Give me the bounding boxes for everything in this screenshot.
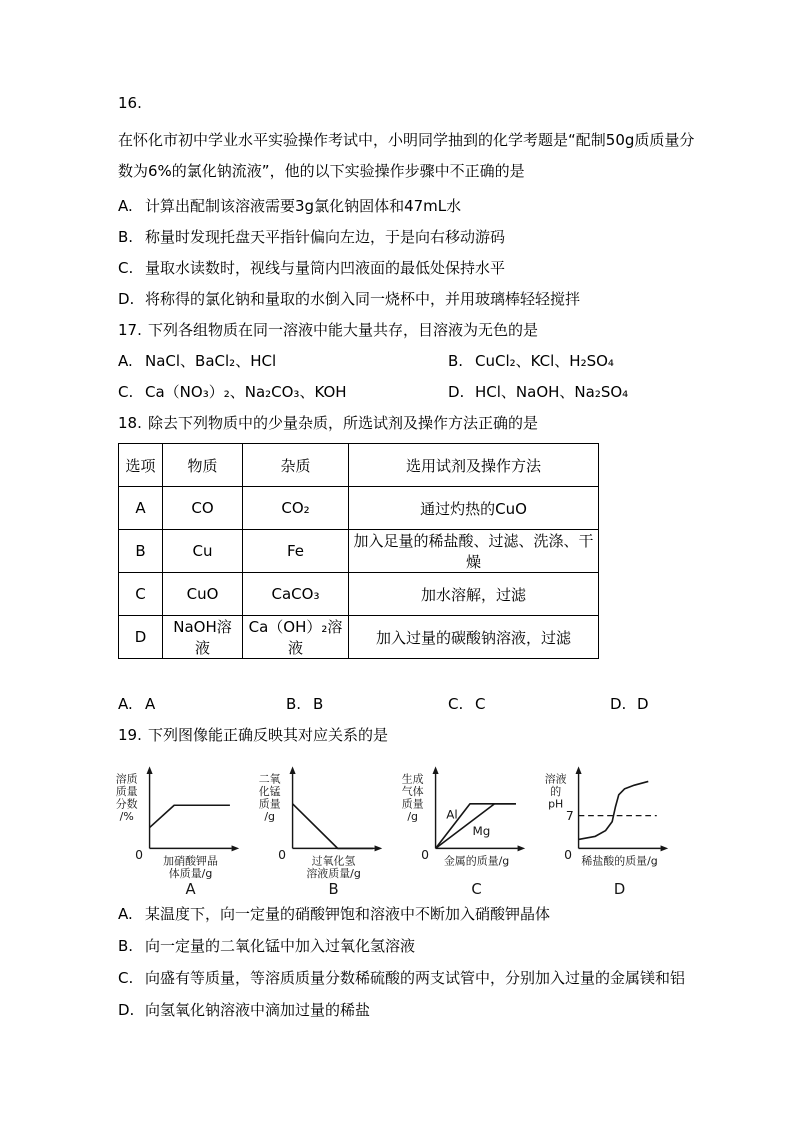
option-label: A. <box>118 905 133 923</box>
x-axis-arrow-icon <box>661 845 669 851</box>
q19-stem-text: 下列图像能正确反映其对应关系的是 <box>148 726 389 744</box>
q18-table <box>118 443 599 659</box>
option-text: D <box>637 695 649 713</box>
cell-substance: NaOH溶液 <box>163 616 243 659</box>
y-axis-label: /g <box>407 809 419 823</box>
x-axis-label: 体质量/g <box>168 866 213 880</box>
q17-options-row1 <box>118 346 714 377</box>
q16-option-b <box>118 222 714 253</box>
graph-D <box>529 753 672 898</box>
q19-option-b <box>118 930 714 962</box>
cell-method: 通过灼热的CuO <box>349 487 599 530</box>
option-label: B. <box>448 352 464 370</box>
origin-label: 0 <box>421 846 430 862</box>
cell-impurity: Fe <box>243 530 349 573</box>
table-row <box>119 573 599 616</box>
q18-answers <box>118 689 714 720</box>
origin-label: 0 <box>135 846 144 862</box>
series-curve <box>579 781 649 839</box>
q19-options <box>118 898 714 1026</box>
q17-option-d <box>448 377 628 408</box>
option-text: CuCl₂、KCl、H₂SO₄ <box>475 352 614 370</box>
header-cell: 杂质 <box>243 444 349 487</box>
header-cell: 选用试剂及操作方法 <box>349 444 599 487</box>
x-axis-label: 稀盐酸的质量/g <box>581 854 658 868</box>
q16-stem: 在怀化市初中学业水平实验操作考试中，小明同学抽到的化学考题是“配制50g质质量分数为6%的氯化钠流液”，他的以下实验操作步骤中不正确的是 <box>118 131 695 180</box>
option-text: 将称得的氯化钠和量取的水倒入同一烧杯中，并用玻璃棒轻轻搅拌 <box>145 290 581 308</box>
header-cell: 选项 <box>119 444 163 487</box>
y-axis-label: 溶质 <box>115 772 138 786</box>
cell-option: A <box>119 487 163 530</box>
origin-label: 0 <box>278 846 287 862</box>
x-axis-label: 过氧化氢 <box>311 854 356 868</box>
x-axis-label: 金属的质量/g <box>443 854 510 868</box>
q18-number: 18. <box>118 414 142 432</box>
option-label: A. <box>118 695 133 713</box>
table-row <box>119 487 599 530</box>
y-axis-arrow-icon <box>433 766 439 774</box>
q17-stem-text: 下列各组物质在同一溶液中能大量共存，目溶液为无色的是 <box>148 321 539 339</box>
q16-option-a <box>118 191 714 222</box>
option-text: 量取水读数时，视线与量筒内凹液面的最低处保持水平 <box>145 259 506 277</box>
option-label: C. <box>118 969 134 987</box>
cell-method: 加水溶解，过滤 <box>349 573 599 616</box>
option-label: C. <box>118 259 134 277</box>
cell-option: D <box>119 616 163 659</box>
y-axis-label: 质量 <box>115 784 138 798</box>
option-label: D. <box>118 1001 135 1019</box>
cell-option: C <box>119 573 163 616</box>
option-label: B. <box>286 695 302 713</box>
q19-graphs <box>100 753 714 898</box>
option-text: A <box>145 695 156 713</box>
origin-label: 0 <box>564 846 573 862</box>
q16-option-d <box>118 284 714 315</box>
cell-impurity: CO₂ <box>243 487 349 530</box>
series-curve <box>150 805 230 827</box>
graph-letter: D <box>613 881 626 898</box>
option-text: B <box>313 695 324 713</box>
y-axis-arrow-icon <box>290 766 296 774</box>
graph-letter: A <box>185 881 196 898</box>
cell-method: 加入足量的稀盐酸、过滤、洗涤、干燥 <box>349 530 599 573</box>
option-label: A. <box>118 197 133 215</box>
table-header-row <box>119 444 599 487</box>
q19-stem <box>118 720 714 751</box>
cell-substance: CuO <box>163 573 243 616</box>
reference-line-label: 7 <box>565 807 574 823</box>
y-axis-arrow-icon <box>576 766 582 774</box>
option-text: Ca（NO₃）₂、Na₂CO₃、KOH <box>145 383 347 401</box>
series-label: Mg <box>472 823 491 838</box>
x-axis-label: 溶液质量/g <box>306 866 361 880</box>
graph-letter: C <box>471 881 482 898</box>
x-axis-arrow-icon <box>232 845 240 851</box>
y-axis-label: 质量 <box>401 797 424 811</box>
q16-number-text: 16. <box>118 94 142 112</box>
option-label: D. <box>118 290 135 308</box>
series-label: Al <box>446 807 458 822</box>
q18-stem <box>118 408 714 439</box>
y-axis-label: 溶液 <box>544 772 567 786</box>
option-label: D. <box>610 695 627 713</box>
q17-option-a <box>118 346 448 377</box>
option-text: 某温度下，向一定量的硝酸钾饱和溶液中不断加入硝酸钾晶体 <box>145 905 551 923</box>
cell-method: 加入过量的碳酸钠溶液，过滤 <box>349 616 599 659</box>
cell-substance: Cu <box>163 530 243 573</box>
q16-option-c <box>118 253 714 284</box>
series-curve <box>293 804 373 849</box>
option-label: B. <box>118 228 134 246</box>
option-label: A. <box>118 352 133 370</box>
option-text: 称量时发现托盘天平指针偏向左边，于是向右移动游码 <box>145 228 506 246</box>
q17-options-row2 <box>118 377 714 408</box>
option-label: C. <box>118 383 134 401</box>
q17-number: 17. <box>118 321 142 339</box>
q18-answer-d <box>610 689 649 720</box>
header-cell: 物质 <box>163 444 243 487</box>
y-axis-label: 气体 <box>401 784 424 798</box>
table-row <box>119 530 599 573</box>
graph-letter: B <box>328 881 339 898</box>
table-row <box>119 616 599 659</box>
y-axis-label: 生成 <box>401 772 424 786</box>
q18-answer-c <box>448 689 610 720</box>
y-axis-label: /g <box>264 809 276 823</box>
q17-option-c <box>118 377 448 408</box>
q18-answer-a <box>118 689 286 720</box>
q17-option-b <box>448 346 614 377</box>
option-text: 向盛有等质量，等溶质质量分数稀硫酸的两支试管中，分别加入过量的金属镁和铝 <box>145 969 686 987</box>
graph-C <box>386 753 529 898</box>
x-axis-label: 加硝酸钾晶 <box>163 854 218 868</box>
y-axis-label: /% <box>119 809 134 823</box>
graph-B <box>243 753 386 898</box>
y-axis-label: 化锰 <box>258 784 281 798</box>
y-axis-label: 分数 <box>115 797 138 811</box>
q19-number: 19. <box>118 726 142 744</box>
x-axis-arrow-icon <box>375 845 383 851</box>
q16-number <box>118 88 714 119</box>
option-text: 向氢氧化钠溶液中滴加过量的稀盐 <box>145 1001 371 1019</box>
x-axis-arrow-icon <box>518 845 526 851</box>
option-text: 计算出配制该溶液需要3g氯化钠固体和47mL水 <box>145 197 462 215</box>
q16-options <box>118 191 714 315</box>
q19-option-c <box>118 962 714 994</box>
option-text: C <box>475 695 486 713</box>
option-label: C. <box>448 695 464 713</box>
cell-impurity: Ca（OH）₂溶液 <box>243 616 349 659</box>
y-axis-label: 质量 <box>258 797 281 811</box>
y-axis-label: 二氧 <box>258 772 281 786</box>
option-label: D. <box>448 383 465 401</box>
option-text: HCl、NaOH、Na₂SO₄ <box>475 383 629 401</box>
option-text: NaCl、BaCl₂、HCl <box>145 352 277 370</box>
y-axis-label: pH <box>548 797 564 811</box>
q17-stem <box>118 315 714 346</box>
q19-option-a <box>118 898 714 930</box>
option-text: 向一定量的二氧化锰中加入过氧化氢溶液 <box>145 937 416 955</box>
graph-A <box>100 753 243 898</box>
y-axis-arrow-icon <box>147 766 153 774</box>
cell-substance: CO <box>163 487 243 530</box>
cell-impurity: CaCO₃ <box>243 573 349 616</box>
q18-answer-b <box>286 689 448 720</box>
cell-option: B <box>119 530 163 573</box>
y-axis-label: 的 <box>550 784 562 798</box>
q18-stem-text: 除去下列物质中的少量杂质，所选试剂及操作方法正确的是 <box>148 414 539 432</box>
option-label: B. <box>118 937 134 955</box>
q19-option-d <box>118 994 714 1026</box>
